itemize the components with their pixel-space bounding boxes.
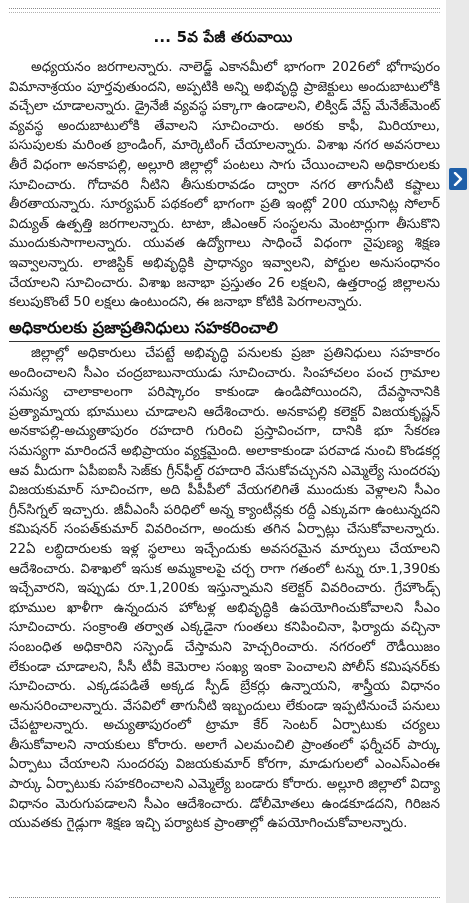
- top-divider-secondary: [9, 12, 440, 13]
- article-paragraph-1: అధ్యయనం జరగాలన్నారు. నాలెడ్జ్ ఎకానమీలో భాగంగా 2026లో భోగాపురం విమానాశ్రయం పూర్తవుతుందని, అప్పటికి అన్ని అభివృద్ధి ప్రాజెక్టులు అందుబాటులోకి వచ్చేలా చూడాలన్నారు. డ్రైనేజీ వ్యవస్థ పక్కాగా ఉండాలని, లిక్విడ్ వేస్ట్ మేనేజ్‌మెంట్ వ్యవస్థ అందుబాటులోకి తేవాలని సూచించారు. అరకు కాఫీ, మిరియాలు, పసుపులకు మరింత బ్రాండింగ్, మార్కెటింగ్ చేయాలన్నారు. విశాఖ నగర అవసరాలు తీరే విధంగా అనకాపల్లి, అల్లూరి జిల్లాల్లో పంటలు సాగు చేయించాలని అధికారులకు సూచించారు. గోదావరి నీటిని తీసుకురావడం ద్వారా నగర తాగునీటి కష్టాలు తీరతాయన్నారు. సూర్యఘర్ పథకంలో భాగంగా ప్రతి ఇంట్లో 200 యూనిట్ల సోలార్ విద్యుత్ ఉత్పత్తి జరగాలన్నారు. టాటా, జీఎంఆర్ సంస్థలను మెంటార్లుగా తీసుకొని ముందుకుసాగాలన్నారు. యువత ఉద్యోగాలు సాధించే విధంగా నైపుణ్య శిక్షణ ఇవ్వాలన్నారు. లాజిస్టిక్ అభివృద్ధికి ప్రాధాన్యం ఇవ్వాలని, పోర్టుల అనుసంధానం చేయాలని సూచించారు. విశాఖ జనాభా ప్రస్తుతం 26 లక్షలని, ఉత్తరాంధ్ర జిల్లాలను కలుపుకొంటే 50 లక్షలు ఉంటుందని, ఈ జనాభా కోటికి పెరగాలన్నారు.: [9, 60, 440, 311]
- article-subheading: అధికారులకు ప్రజాప్రతినిధులు సహకరించాలి: [9, 318, 279, 337]
- continuation-label: ... 5వ పేజీ తరువాయి: [153, 28, 293, 46]
- bottom-divider: [9, 897, 440, 898]
- next-page-button[interactable]: [449, 168, 467, 190]
- chevron-right-icon: [453, 172, 463, 186]
- subheading-divider: [9, 341, 440, 342]
- top-divider: [9, 8, 440, 9]
- article-paragraph-2: జిల్లాల్లో అధికారులు చేపట్టే అభివృద్ధి పనులకు ప్రజా ప్రతినిధులు సహకారం అందించాలని సీఎం చంద్రబాబునాయుడు సూచించారు. సింహాచలం పంచ గ్రామాల సమస్య చాలాకాలంగా పరిష్కారం కాకుండా ఉండిపోయిందని, దేవస్థానానికి ప్రత్యామ్నాయ భూములు చూడాలని ఆదేశించారు. అనకాపల్లి కలెక్టర్ విజయకృష్ణన్ అనకాపల్లి-అచ్యుతాపురం రహదారి గురించి ప్రస్తావించగా, దానికి భూ సేకరణ సమస్యగా మారిందనే అభిప్రాయం వ్యక్తమైంది. అలాకాకుండా పరవాడ నుంచి కొండకర్ల ఆవ మీదుగా ఏపీఐఐసీ సెజ్‌కు గ్రీన్‌ఫీల్డ్ రహదారి వేసుకోవచ్చునని ఎమ్మెల్యే సుందరపు విజయకుమార్ సూచించగా, అది పీపీపీలో వేయగలిగితే ముందుకు వెళ్లాలని సీఎం గ్రీన్‌సిగ్నల్ ఇచ్చారు. జీవీఎంసీ పరిధిలో అన్న క్యాంటీన్లకు రద్దీ ఎక్కువగా ఉంటున్నదని కమిషనర్ సంపత్‌కుమార్ వివరించగా, అందుకు తగిన ఏర్పాట్లు చేసుకోవాలన్నారు. 22ఏ లబ్ధిదారులకు ఇళ్ల స్థలాలు ఇచ్చేందుకు అవసరమైన మార్పులు చేయాలని ఆదేశించారు. విశాఖలో ఇసుక అమ్మకాలపై చర్చ రాగా గతంలో టన్ను రూ.1,390కు ఇచ్చేవారని, ఇప్పుడు రూ.1,200కు ఇస్తున్నామని కలెక్టర్ వివరించారు. గ్రేహౌండ్స్ భూముల ఖాళీగా ఉన్నందున హోటళ్ల అభివృద్ధికి ఉపయోగించుకోవాలని సీఎం సూచించారు. సంక్రాంతి తర్వాత ఎక్కడైనా గుంతలు కనిపించినా, ఫిర్యాదు వచ్చినా సంబంధిత అధికారిని సస్పెండ్ చేస్తామని హెచ్చరించారు. నగరంలో రౌడీయిజం లేకుండా చూడాలని, సీసీ టీవీ కెమెరాల సంఖ్య ఇంకా పెంచాలని పోలీస్ కమిషనర్‌కు సూచించారు. ఎక్కడపడితే అక్కడ స్పీడ్ బ్రేకర్లు ఉన్నాయని, శాస్త్రీయ విధానం అనుసరించాలన్నారు. వేసవిలో తాగునీటి ఇబ్బందులు లేకుండా ఇప్పటినుంచే పనులు చేపట్టాలన్నారు. అచ్యుతాపురంలో ట్రామా కేర్ సెంటర్ ఏర్పాటుకు చర్యలు తీసుకోవాలని నాయకులు కోరారు. అలాగే ఎలమంచిలి ప్రాంతంలో ఫర్నీచర్ పార్కు ఏర్పాటు చేయాలని సుందరపు విజయకుమార్ కోరగా, మాడుగులలో ఎంఎస్ఎంఈ పార్కు ఏర్పాటుకు సహకరించాలని ఎమ్మెల్యే బండారు కోరారు. అల్లూరి జిల్లాలో విద్యా విధానం మెరుగుపడాలని సీఎం ఆదేశించారు. డోలీమోతలు ఉండకూడదని, గిరిజన యువతకు గైడ్లుగా శిక్షణ ఇచ్చి పర్యాటక ప్రాంతాల్లో ఉపయోగించుకోవాలన్నారు.: [9, 346, 440, 832]
